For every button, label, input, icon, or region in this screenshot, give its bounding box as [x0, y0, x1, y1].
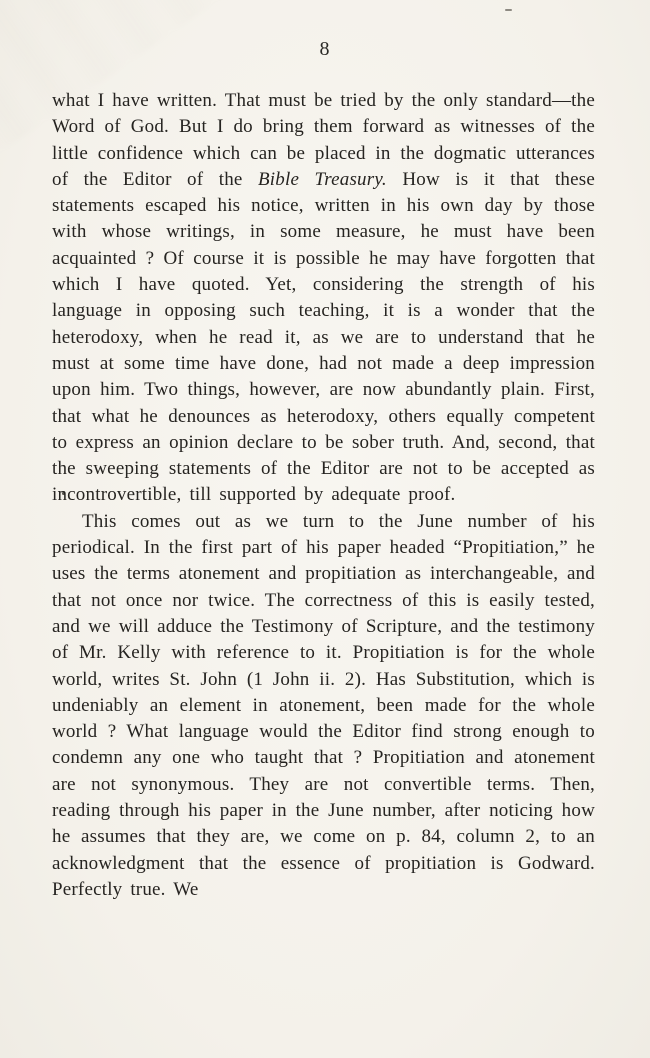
paragraph-1-text-a: what I have written. That must be tried by the only standard—the Word of God. But I do bring them forward as witnesses of the little confidence which can be placed in the dogmatic utterances of the Editor of the	[52, 90, 595, 190]
page-number: 8	[319, 38, 331, 60]
paragraph-2: This comes out as we turn to the June number of his periodical. In the first part of his paper headed “Propitiation,” he uses the terms atonement and propitiation as interchangeable, and that not once nor twice. The correctness of this is easily tested, and we will adduce the Testimony of Scripture, and the testimony of Mr. Kelly with reference to it. Propitiation is for the whole world, writes St. John (1 John ii. 2). Has Substitution, which is undeniably an element in atonement, been made for the whole world ? What language would the Editor find strong enough to condemn any one who taught that ? Propitiation and atonement are not synonymous. They are not convertible terms. Then, reading through his paper in the June number, after noticing how he assumes that they are, we come on p. 84, column 2, to an acknowledgment that the essence of propitiation is Godward. Perfectly true. We	[52, 510, 595, 900]
scan-artifact-dash	[505, 9, 512, 11]
paragraph-1-text-b: How is it that these statements escaped his notice, written in his own day by those with whose writings, in some measure, he must have been acquainted ? Of course it is possible he may have forgotten that which I have quoted. Yet, considering the strength of his language in opposing such teaching, it is a wonder that the heterodoxy, when he read it, as we are to understand that he must at some time have done, had not made a deep impression upon him. Two things, however, are now abundantly plain. First, that what he denounces as heterodoxy, others equally competent to express an opinion declare to be sober truth. And, second, that the sweeping statements of the Editor are not to be accepted as incontrovertible, till supported by adequate proof.	[52, 168, 595, 506]
book-title-italic: Bible Treasury.	[257, 168, 387, 190]
paragraph-1	[52, 88, 595, 509]
text-block	[52, 88, 595, 903]
